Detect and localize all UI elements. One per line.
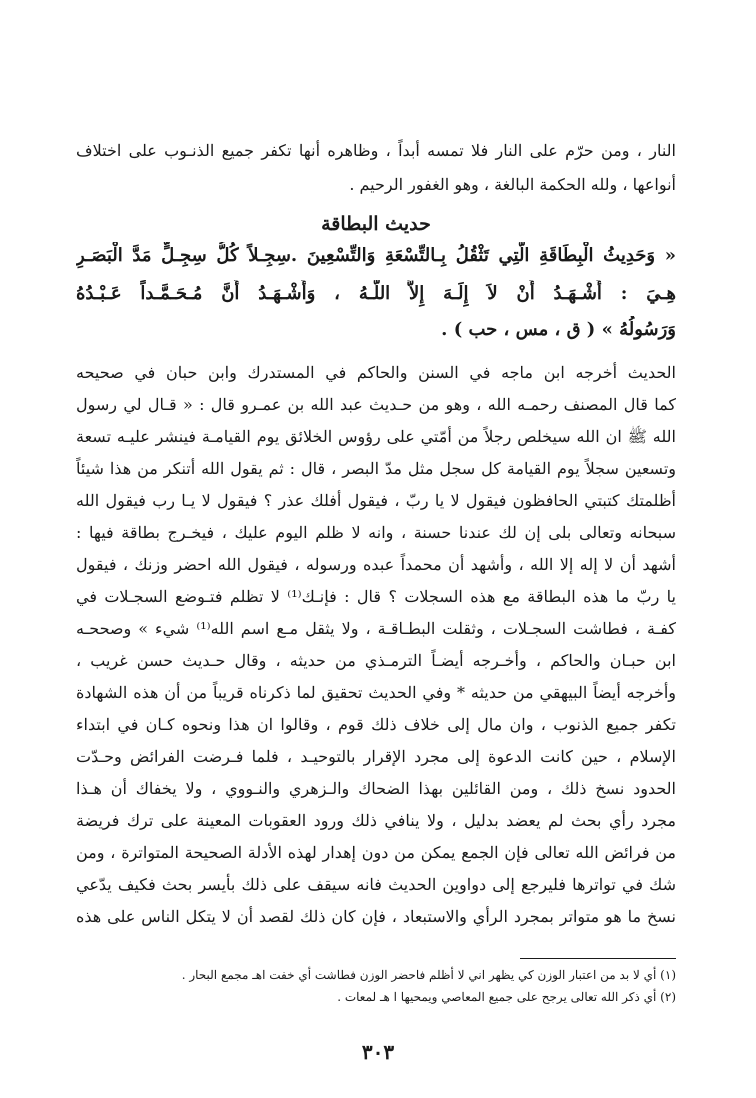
footnote: (١) أي لا بد من اعتبار الوزن كي يظهر اني لا أظلم فاحضر الوزن فطاشت أي خفت اهـ مجمع البحار . — [181, 968, 676, 982]
footnote: (٢) أي ذكر الله تعالى يرجح على جميع المعاصي ويمحيها ا هـ لمعات . — [337, 990, 676, 1004]
body-line: الحدود نسخ ذلك ، ومن القائلين بهذا الضحاك والـزهري والنـووي ، ولا يخفاك أن هـذا — [76, 779, 676, 798]
body-line: كفـة ، فطاشت السجـلات ، وثقلت البطـاقـة ، ولا يثقل مـع اسم الله⁽¹⁾ شيء » وصححـه — [76, 619, 676, 638]
body-line: نسخ ما هو متواتر بمجرد الرأي والاستبعاد ، فإن كان ذلك لقصد أن لا يتكل الناس على هذه — [76, 907, 676, 926]
body-line: مجرد رأي بحث لم يعضد بدليل ، ولا ينافي ذلك ورود العقوبات المعينة على ترك فريضة — [76, 811, 676, 830]
page-number: ٣٠٣ — [361, 1040, 395, 1064]
body-line: الإسلام ، حين كانت الدعوة إلى مجرد الإقرار بالتوحيـد ، فلما فـرضت الفرائض وحـدّت — [76, 747, 676, 766]
hadith-line: وَرَسُولُهُ » ( ق ، مس ، حب ) . — [441, 319, 676, 340]
body-line: وأخرجه أيضاً البيهقي من حديثه * وفي الحديث تحقيق لما ذكرناه قريباً من أن هذه الشهادة — [76, 683, 676, 702]
intro-line: أنواعها ، ولله الحكمة البالغة ، وهو الغفور الرحيم . — [349, 175, 676, 194]
intro-line: النار ، ومن حرّم على النار فلا تمسه أبداً ، وظاهره أنها تكفر جميع الذنـوب على اختلاف — [76, 141, 676, 160]
body-line: كما قال المصنف رحمـه الله ، وهو من حـديث عبد الله بن عمـرو قال : « قـال لي رسول — [76, 395, 676, 414]
body-line: وتسعين سجلاً يوم القيامة كل سجل مثل مدّ البصر ، قال : ثم يقول الله أتنكر من هذا شيئاً — [76, 459, 676, 478]
body-line: من فرائض الله تعالى فإن الجمع يمكن من دون إهدار لهذه الأدلة الصحيحة المتواترة ، ومن — [76, 843, 676, 862]
hadith-line: هِـيَ : أَشْـهَـدُ أَنْ لاَ إِلَـهَ إِلاَّ اللَّـهُ ، وَأَشْـهَـدُ أَنَّ مُـحَـمَّـداً عَـبْـدُهُ — [76, 283, 676, 304]
body-line: الحديث أخرجه ابن ماجه في السنن والحاكم في المستدرك وابن حبان في صحيحه — [76, 363, 676, 382]
footnote-divider — [520, 958, 676, 959]
body-line: يا ربّ ما هذه البطاقة مع هذه السجلات ؟ قال : فإنـك⁽¹⁾ لا تظلم فتـوضع السجـلات في — [76, 587, 676, 606]
body-line: الله ﷺ ان الله سيخلص رجلاً من أمّتي على رؤوس الخلائق يوم القيامـة فينشر عليـه تسعة — [76, 427, 676, 446]
body-line: أشهد أن لا إله إلا الله ، وأشهد أن محمداً عبده ورسوله ، فيقول الله احضر وزنك ، فيقول — [76, 555, 676, 574]
body-line: سبحانه وتعالى بلى إن لك عندنا حسنة ، وانه لا ظلم اليوم عليك ، فيخـرج بطاقة فيها : — [76, 523, 676, 542]
body-line: شك في تواترها فليرجع إلى دواوين الحديث فانه سيقف على ذلك بأيسر بحث فكيف يدّعي — [76, 875, 676, 894]
body-line: أظلمتك كتبتي الحافظون فيقول لا يا ربّ ، فيقول أفلك عذر ؟ فيقول لا يـا رب فيقول الله — [76, 491, 676, 510]
body-line: ابن حبـان والحاكم ، وأخـرجه أيضـاً الترمـذي من حديثه ، وقال حـديث حسن غريب ، — [76, 651, 676, 670]
body-line: تكفر جميع الذنوب ، وان مال إلى خلاف ذلك قوم ، وقالوا ان هذا ونحوه كـان في ابتداء — [76, 715, 676, 734]
section-heading: حديث البطاقة — [321, 213, 431, 235]
hadith-line: « وَحَدِيثُ الْبِطَاقَةِ الَّتِي تَثْقُلُ بِـالتِّسْعَةِ وَالتِّسْعِينَ .سِجِـلاً كُلُّ سِجِـلٍّ مَدَّ الْبَصَـرِ — [76, 245, 676, 266]
